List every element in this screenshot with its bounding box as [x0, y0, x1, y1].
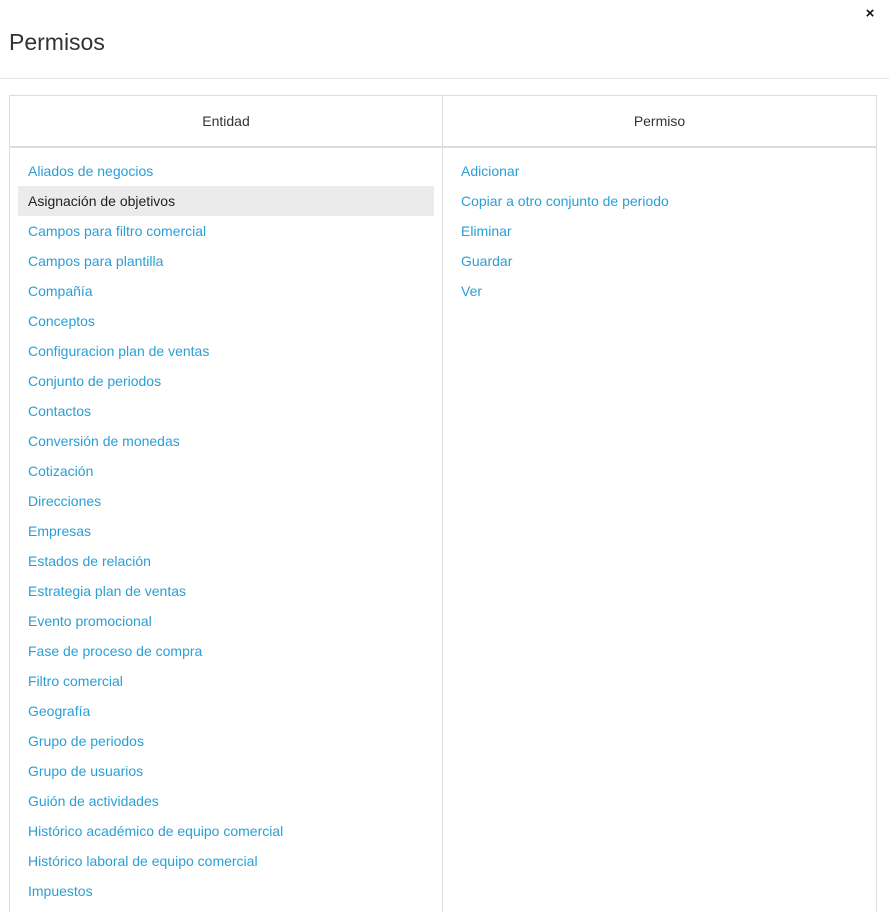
dialog-title: Permisos — [9, 29, 105, 55]
entity-list-item[interactable]: Aliados de negocios — [28, 163, 154, 179]
entity-list-item[interactable]: Evento promocional — [28, 613, 152, 629]
permission-list-item[interactable]: Adicionar — [461, 163, 520, 179]
permission-list-item[interactable]: Copiar a otro conjunto de periodo — [461, 193, 669, 209]
entity-list-item[interactable]: Histórico laboral de equipo comercial — [28, 853, 258, 869]
entity-list-item[interactable]: Grupo de usuarios — [28, 763, 144, 779]
entity-list-item[interactable]: Impuestos — [28, 883, 93, 899]
permission-list-item[interactable]: Eliminar — [461, 223, 512, 239]
entity-list-item[interactable]: Estados de relación — [28, 553, 151, 569]
entity-list-item[interactable]: Direcciones — [28, 493, 102, 509]
entity-list — [10, 148, 442, 906]
close-icon[interactable]: × — [865, 5, 875, 22]
entity-list-item[interactable]: Filtro comercial — [28, 673, 123, 689]
entity-column-header: Entidad — [10, 96, 442, 148]
entity-list-item[interactable]: Campos para filtro comercial — [28, 223, 207, 239]
entity-list-item[interactable]: Conjunto de periodos — [28, 373, 162, 389]
permission-list-item[interactable]: Ver — [461, 283, 483, 299]
entity-list-item[interactable]: Estrategia plan de ventas — [28, 583, 186, 599]
entity-list-item[interactable]: Cotización — [28, 463, 94, 479]
entity-list-item[interactable]: Grupo de periodos — [28, 733, 144, 749]
permission-column-header: Permiso — [443, 96, 876, 148]
permission-list — [443, 148, 876, 306]
entity-list-item[interactable]: Fase de proceso de compra — [28, 643, 203, 659]
entity-list-item[interactable]: Conceptos — [28, 313, 95, 329]
entity-list-item[interactable]: Compañía — [28, 283, 93, 299]
permission-column — [443, 96, 876, 912]
entity-list-item[interactable]: Histórico académico de equipo comercial — [28, 823, 284, 839]
entity-column — [10, 96, 443, 912]
permissions-table — [9, 95, 877, 912]
entity-list-item[interactable]: Guión de actividades — [28, 793, 159, 809]
dialog-header — [0, 0, 889, 79]
entity-list-item[interactable]: Geografía — [28, 703, 91, 719]
entity-list-item[interactable]: Conversión de monedas — [28, 433, 180, 449]
entity-list-item[interactable]: Empresas — [28, 523, 92, 539]
entity-list-item[interactable]: Campos para plantilla — [28, 253, 164, 269]
permission-list-item[interactable]: Guardar — [461, 253, 513, 269]
entity-list-item[interactable]: Configuracion plan de ventas — [28, 343, 210, 359]
entity-list-item[interactable]: Contactos — [28, 403, 92, 419]
entity-list-item[interactable]: Asignación de objetivos — [18, 186, 434, 216]
